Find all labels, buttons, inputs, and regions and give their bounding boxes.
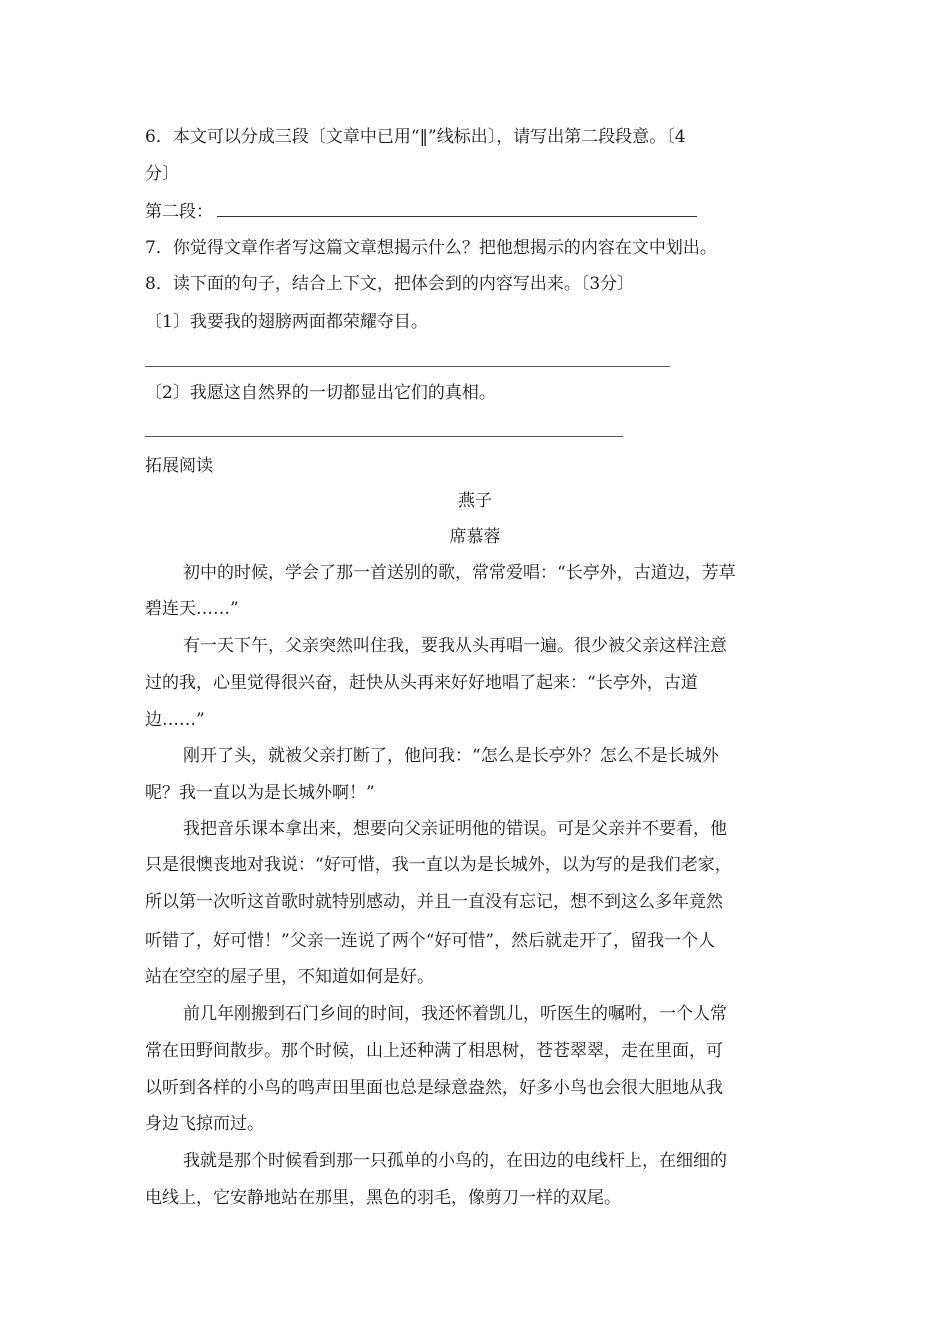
question-8-item-2: 〔2〕我愿这自然界的一切都显出它们的真相。 — [145, 383, 496, 403]
article-line: 有一天下午，父亲突然叫住我，要我从头再唱一遍。很少被父亲这样注意 — [183, 636, 727, 656]
question-6-answer — [145, 200, 697, 222]
article-line: 我把音乐课本拿出来，想要向父亲证明他的错误。可是父亲并不要看，他 — [183, 819, 727, 839]
section-title: 拓展阅读 — [145, 456, 213, 476]
article-author: 席慕蓉 — [449, 527, 501, 547]
article-line: 身边飞掠而过。 — [145, 1114, 264, 1134]
question-8-item-1: 〔1〕我要我的翅膀两面都荣耀夺目。 — [145, 312, 428, 332]
article-line: 以听到各样的小鸟的鸣声田里面也总是绿意盎然，好多小鸟也会很大胆地从我 — [145, 1078, 723, 1098]
answer-line-1 — [145, 366, 670, 367]
article-line: 前几年刚搬到石门乡间的时间，我还怀着凯儿，听医生的嘱咐，一个人常 — [183, 1004, 727, 1024]
article-line: 常在田野间散步。那个时候，山上还种满了相思树，苍苍翠翠，走在里面，可 — [145, 1041, 723, 1061]
question-6-line-1: 6．本文可以分成三段〔文章中已用“‖”线标出〕，请写出第二段段意。〔4 — [145, 127, 686, 147]
article-line: 听错了，好可惜！”父亲一连说了两个“好可惜”，然后就走开了，留我一个人 — [145, 931, 716, 951]
question-7: 7．你觉得文章作者写这篇文章想揭示什么？把他想揭示的内容在文中划出。 — [145, 238, 717, 258]
article-line: 站在空空的屋子里，不知道如何是好。 — [145, 967, 434, 987]
article-line: 只是很懊丧地对我说：“好可惜，我一直以为是长城外，以为写的是我们老家， — [145, 855, 732, 875]
question-8: 8．读下面的句子，结合上下文，把体会到的内容写出来。〔3分〕 — [145, 274, 635, 294]
answer-blank-line — [217, 200, 697, 217]
article-line: 过的我，心里觉得很兴奋，赶快从头再来好好地唱了起来：“长亭外，古道 — [145, 673, 698, 693]
article-line: 呢？我一直以为是长城外啊！” — [145, 783, 375, 803]
article-line: 初中的时候，学会了那一首送别的歌，常常爱唱：“长亭外，古道边，芳草 — [183, 563, 736, 583]
article-line: 边……” — [145, 710, 205, 730]
answer-line-2 — [145, 436, 623, 437]
article-line: 所以第一次听这首歌时就特别感动，并且一直没有忘记，想不到这么多年竟然 — [145, 892, 723, 912]
article-line: 碧连天……” — [145, 599, 239, 619]
article-line: 我就是那个时候看到那一只孤单的小鸟的，在田边的电线杆上，在细细的 — [183, 1151, 727, 1171]
article-title: 燕子 — [458, 491, 492, 511]
question-6-line-2: 分〕 — [145, 164, 179, 184]
article-line: 刚开了头，就被父亲打断了，他问我：“怎么是长亭外？怎么不是长城外 — [183, 746, 719, 766]
answer-label: 第二段： — [145, 202, 213, 222]
article-line: 电线上，它安静地站在那里，黑色的羽毛，像剪刀一样的双尾。 — [145, 1188, 621, 1208]
